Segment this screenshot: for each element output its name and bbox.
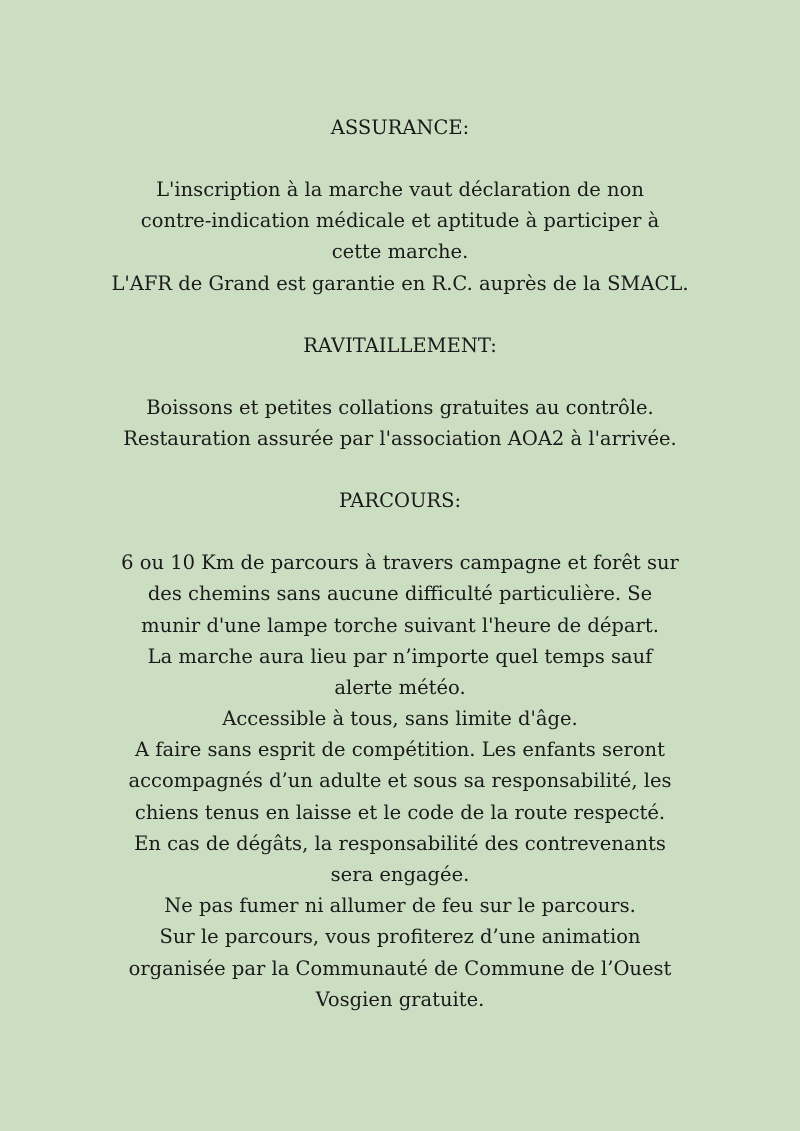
parcours-line: organisée par la Communauté de Commune de l’Ouest <box>128 956 672 980</box>
parcours-line: Vosgien gratuite. <box>315 987 485 1011</box>
section-heading-assurance: ASSURANCE: <box>330 116 470 139</box>
assurance-line: cette marche. <box>331 240 469 264</box>
parcours-line: accompagnés d’un adulte et sous sa responsabilité, les <box>128 769 672 793</box>
parcours-line: En cas de dégâts, la responsabilité des contrevenants <box>134 831 666 855</box>
ravitaillement-line: Restauration assurée par l'association AOA2 à l'arrivée. <box>123 426 677 450</box>
parcours-line: sera engagée. <box>330 863 470 886</box>
document-content <box>0 112 800 1015</box>
parcours-line: Ne pas fumer ni allumer de feu sur le parcours. <box>164 894 636 918</box>
section-heading-ravitaillement: RAVITAILLEMENT: <box>303 333 497 357</box>
parcours-line: des chemins sans aucune difficulté particulière. Se <box>147 582 653 606</box>
parcours-line: Sur le parcours, vous profiterez d’une animation <box>159 925 641 949</box>
section-assurance <box>0 112 800 299</box>
parcours-line: La marche aura lieu par n’importe quel temps sauf <box>147 644 653 668</box>
parcours-line: alerte météo. <box>334 675 466 699</box>
section-ravitaillement <box>0 330 800 454</box>
assurance-line: L'AFR de Grand est garantie en R.C. auprès de la SMACL. <box>111 271 689 295</box>
parcours-line: Accessible à tous, sans limite d'âge. <box>222 707 578 731</box>
parcours-line: chiens tenus en laisse et le code de la route respecté. <box>134 800 666 824</box>
section-heading-parcours: PARCOURS: <box>338 489 462 513</box>
ravitaillement-line: Boissons et petites collations gratuites au contrôle. <box>146 395 654 419</box>
assurance-line: L'inscription à la marche vaut déclaration de non <box>156 178 644 201</box>
section-parcours <box>0 485 800 1015</box>
parcours-line: munir d'une lampe torche suivant l'heure de départ. <box>141 613 659 637</box>
assurance-line: contre-indication médicale et aptitude à participer à <box>140 209 660 233</box>
parcours-line: 6 ou 10 Km de parcours à travers campagne et forêt sur <box>121 551 679 575</box>
parcours-line: A faire sans esprit de compétition. Les enfants seront <box>135 738 665 762</box>
